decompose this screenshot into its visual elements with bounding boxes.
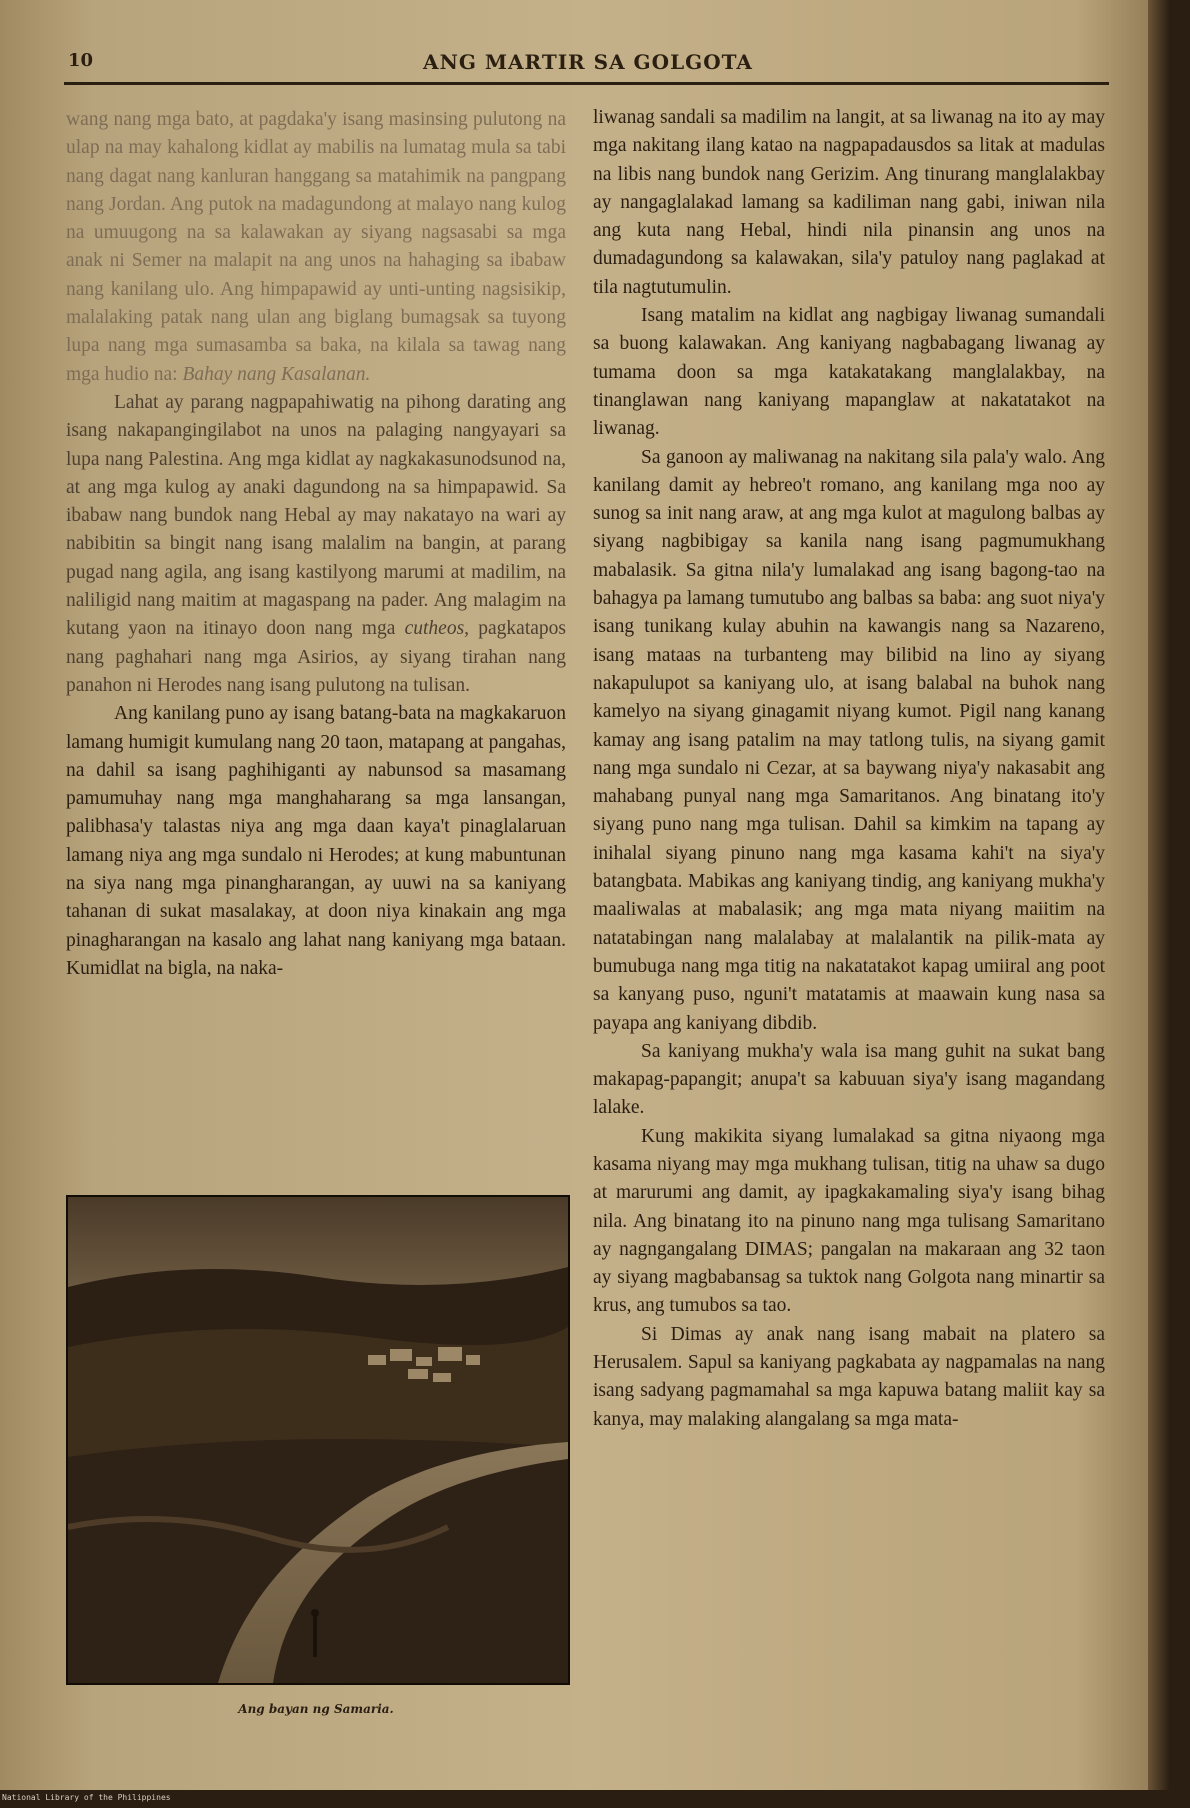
- paragraph: Sa kaniyang mukha'y wala isa mang guhit na sukat bang makapag-papangit; anupa't sa kabuuan siya'y isang magandang lalake.: [593, 1040, 1105, 1119]
- photo-samaria: [66, 1195, 570, 1685]
- running-title: ANG MARTIR SA GOLGOTA: [423, 50, 753, 74]
- right-column: [593, 104, 1105, 1434]
- paragraph-text: pagkatapos nang paghahari nang mga Asirios, ay siyang tirahan nang panahon ni Herodes nang isang pulutong na tulisan.: [66, 618, 567, 696]
- photo-caption: Ang bayan ng Samaria.: [238, 1702, 394, 1716]
- paragraph-text: Lahat ay parang nagpapahiwatig na pihong darating ang isang nakapangingilabot na unos na palaging nangyayari sa lupa nang Palestina. Ang mga kidlat ay nagkakasunodsunod na, at ang mga kulog ay anaki dagundong na sa himpapawid. Sa ibabaw nang bundok nang Hebal ay may nakatayo na wari ay nabibitin sa bingit nang isang malalim na bangin, at parang pugad nang agila, ang isang kastilyong marumi at madilim, na naliligid nang maitim at magaspang na pader. Ang malagim na kutang yaon na itinayo doon nang mga: [66, 391, 566, 640]
- italic-text: Bahay nang Kasalanan.: [182, 363, 371, 385]
- paragraph: Sa ganoon ay maliwanag na nakitang sila pala'y walo. Ang kanilang damit ay hebreo't romano, ang kanilang mga noo ay sunog sa init nang araw, at ang mga kulot at magulong balbas ay siyang nagbibigay sa kanila nang isang pagmumukhang mabalasik. Sa gitna nila'y lumalakad ang isang bagong-tao na bahagya pa lamang tumutubo ang balbas sa baba: ang suot niya'y isang tunikang kulay abuhin na kawangis nang sa Nazareno, isang mataas na turbanteng may bilibid na lino ay siyang nakapulupot sa kaniyang ulo, at isang balabal na buhok nang kamelyo na siyang ginagamit niyang kumot. Pigil nang kanang kamay ang isang patalim na may tatlong tulis, na siyang gamit nang mga sundalo ni Cezar, at sa baywang niya'y nakasabit ang mahabang punyal nang mga Samaritanos. Ang binatang ito'y siyang puno nang mga tulisan. Dahil sa kimkim na tapang ay inihalal siyang pinuno nang mga kasama kahi't na siya'y batangbata. Mabikas ang kaniyang tindig, ang kaniyang mukha'y maaliwalas at mabalasik; ang mga mata niyang maiitim na natatabingan nang malalabay at malalantik na pilik-mata ay bumubuga nang mga titig na nakatatakot kapag umiiral ang poot sa kanyang puso, nguni't matatamis at maawain kung nasa sa payapa ang kaniyang dibdib.: [593, 446, 1105, 1034]
- italic-text: cutheos,: [404, 618, 470, 640]
- paragraph: [66, 106, 566, 389]
- left-column: [66, 106, 566, 983]
- page-number: 10: [68, 50, 94, 71]
- paragraph: Ang kanilang puno ay isang batang-bata na magkakaruon lamang humigit kumulang nang 20 taon, matapang at pangahas, na dahil sa isang paghihiganti ay nabunsod sa masamang pamumuhay nang mga manghaharang sa mga lansangan, palibhasa'y talastas niya ang mga daan kaya't pinaglalaruan lamang niya ang mga sundalo ni Herodes; at kung mabuntunan na siya nang mga pinangharangan, ay uuwi na sa kaniyang tahanan di sukat masalakay, at doon niya kinakain ang mga pinagharangan na kasalo ang lahat nang kaniyang mga bataan. Kumidlat na bigla, na naka-: [66, 703, 566, 979]
- page-header: [68, 46, 1108, 86]
- landscape-photo: [68, 1197, 568, 1683]
- paragraph: Kung makikita siyang lumalakad sa gitna niyaong mga kasama niyang may mga mukhang tulisan, titig na uhaw sa dugo at marurumi ang damit, ay ipagkakamaling siya'y isang bihag nila. Ang binatang ito na pinuno nang mga tulisang Samaritano ay nagngangalang DIMAS; pangalan na makaraan ang 32 taon ay siyang magbabansag sa tuktok nang Golgota nang minartir sa krus, ang tumubos sa tao.: [593, 1125, 1105, 1317]
- header-rule: [64, 82, 1109, 85]
- paragraph: Isang matalim na kidlat ang nagbigay liwanag sumandali sa buong kalawakan. Ang kaniyang nagbabagang liwanag ay tumama doon sa mga katakatakang manglalakbay, na tinanglawan nang kaniyang mapanglaw at nakatatakot na liwanag.: [593, 305, 1105, 440]
- paragraph-text: wang nang mga bato, at pagdaka'y isang masinsing pulutong na ulap na may kahalong kidlat ay mabilis na lumatag mula sa tabi nang dagat nang kanluran hanggang sa matahimik na pangpang nang Jordan. Ang putok na madagundong at malayo nang kulog na umuugong na sa kalawakan ay siyang nagsasabi sa mga anak ni Semer na malapit na ang unos na hahaging sa ibabaw nang kanilang ulo. Ang himpapawid ay unti-unting nagsisikip, malalaking patak nang ulan ang biglang bumagsak sa tuyong lupa nang mga sumasamba sa baka, na kilala sa tawag nang mga hudio na:: [66, 109, 566, 385]
- footer-credit: National Library of the Philippines: [2, 1793, 171, 1802]
- paragraph: [66, 389, 566, 700]
- paragraph: liwanag sandali sa madilim na langit, at sa liwanag na ito ay may mga nakitang ilang katao na nagpapadausdos sa litak at madulas na libis nang bundok nang Gerizim. Ang tinurang manglalakbay ay nangaglalakad lamang sa kadiliman nang gabi, iniwan nila ang kuta nang Hebal, hindi nila pinansin ang unos na dumadagundong sa kalawakan, sila'y patuloy nang paglakad at tila nagtutumulin.: [593, 107, 1105, 298]
- page-edge-shadow: [1148, 0, 1170, 1790]
- paragraph: Si Dimas ay anak nang isang mabait na platero sa Herusalem. Sapul sa kaniyang pagkabata ay nagpamalas na nang isang sadyang pagmamahal sa mga kapuwa batang maliit kay sa kanya, may malaking alangalang sa mga mata-: [593, 1323, 1105, 1430]
